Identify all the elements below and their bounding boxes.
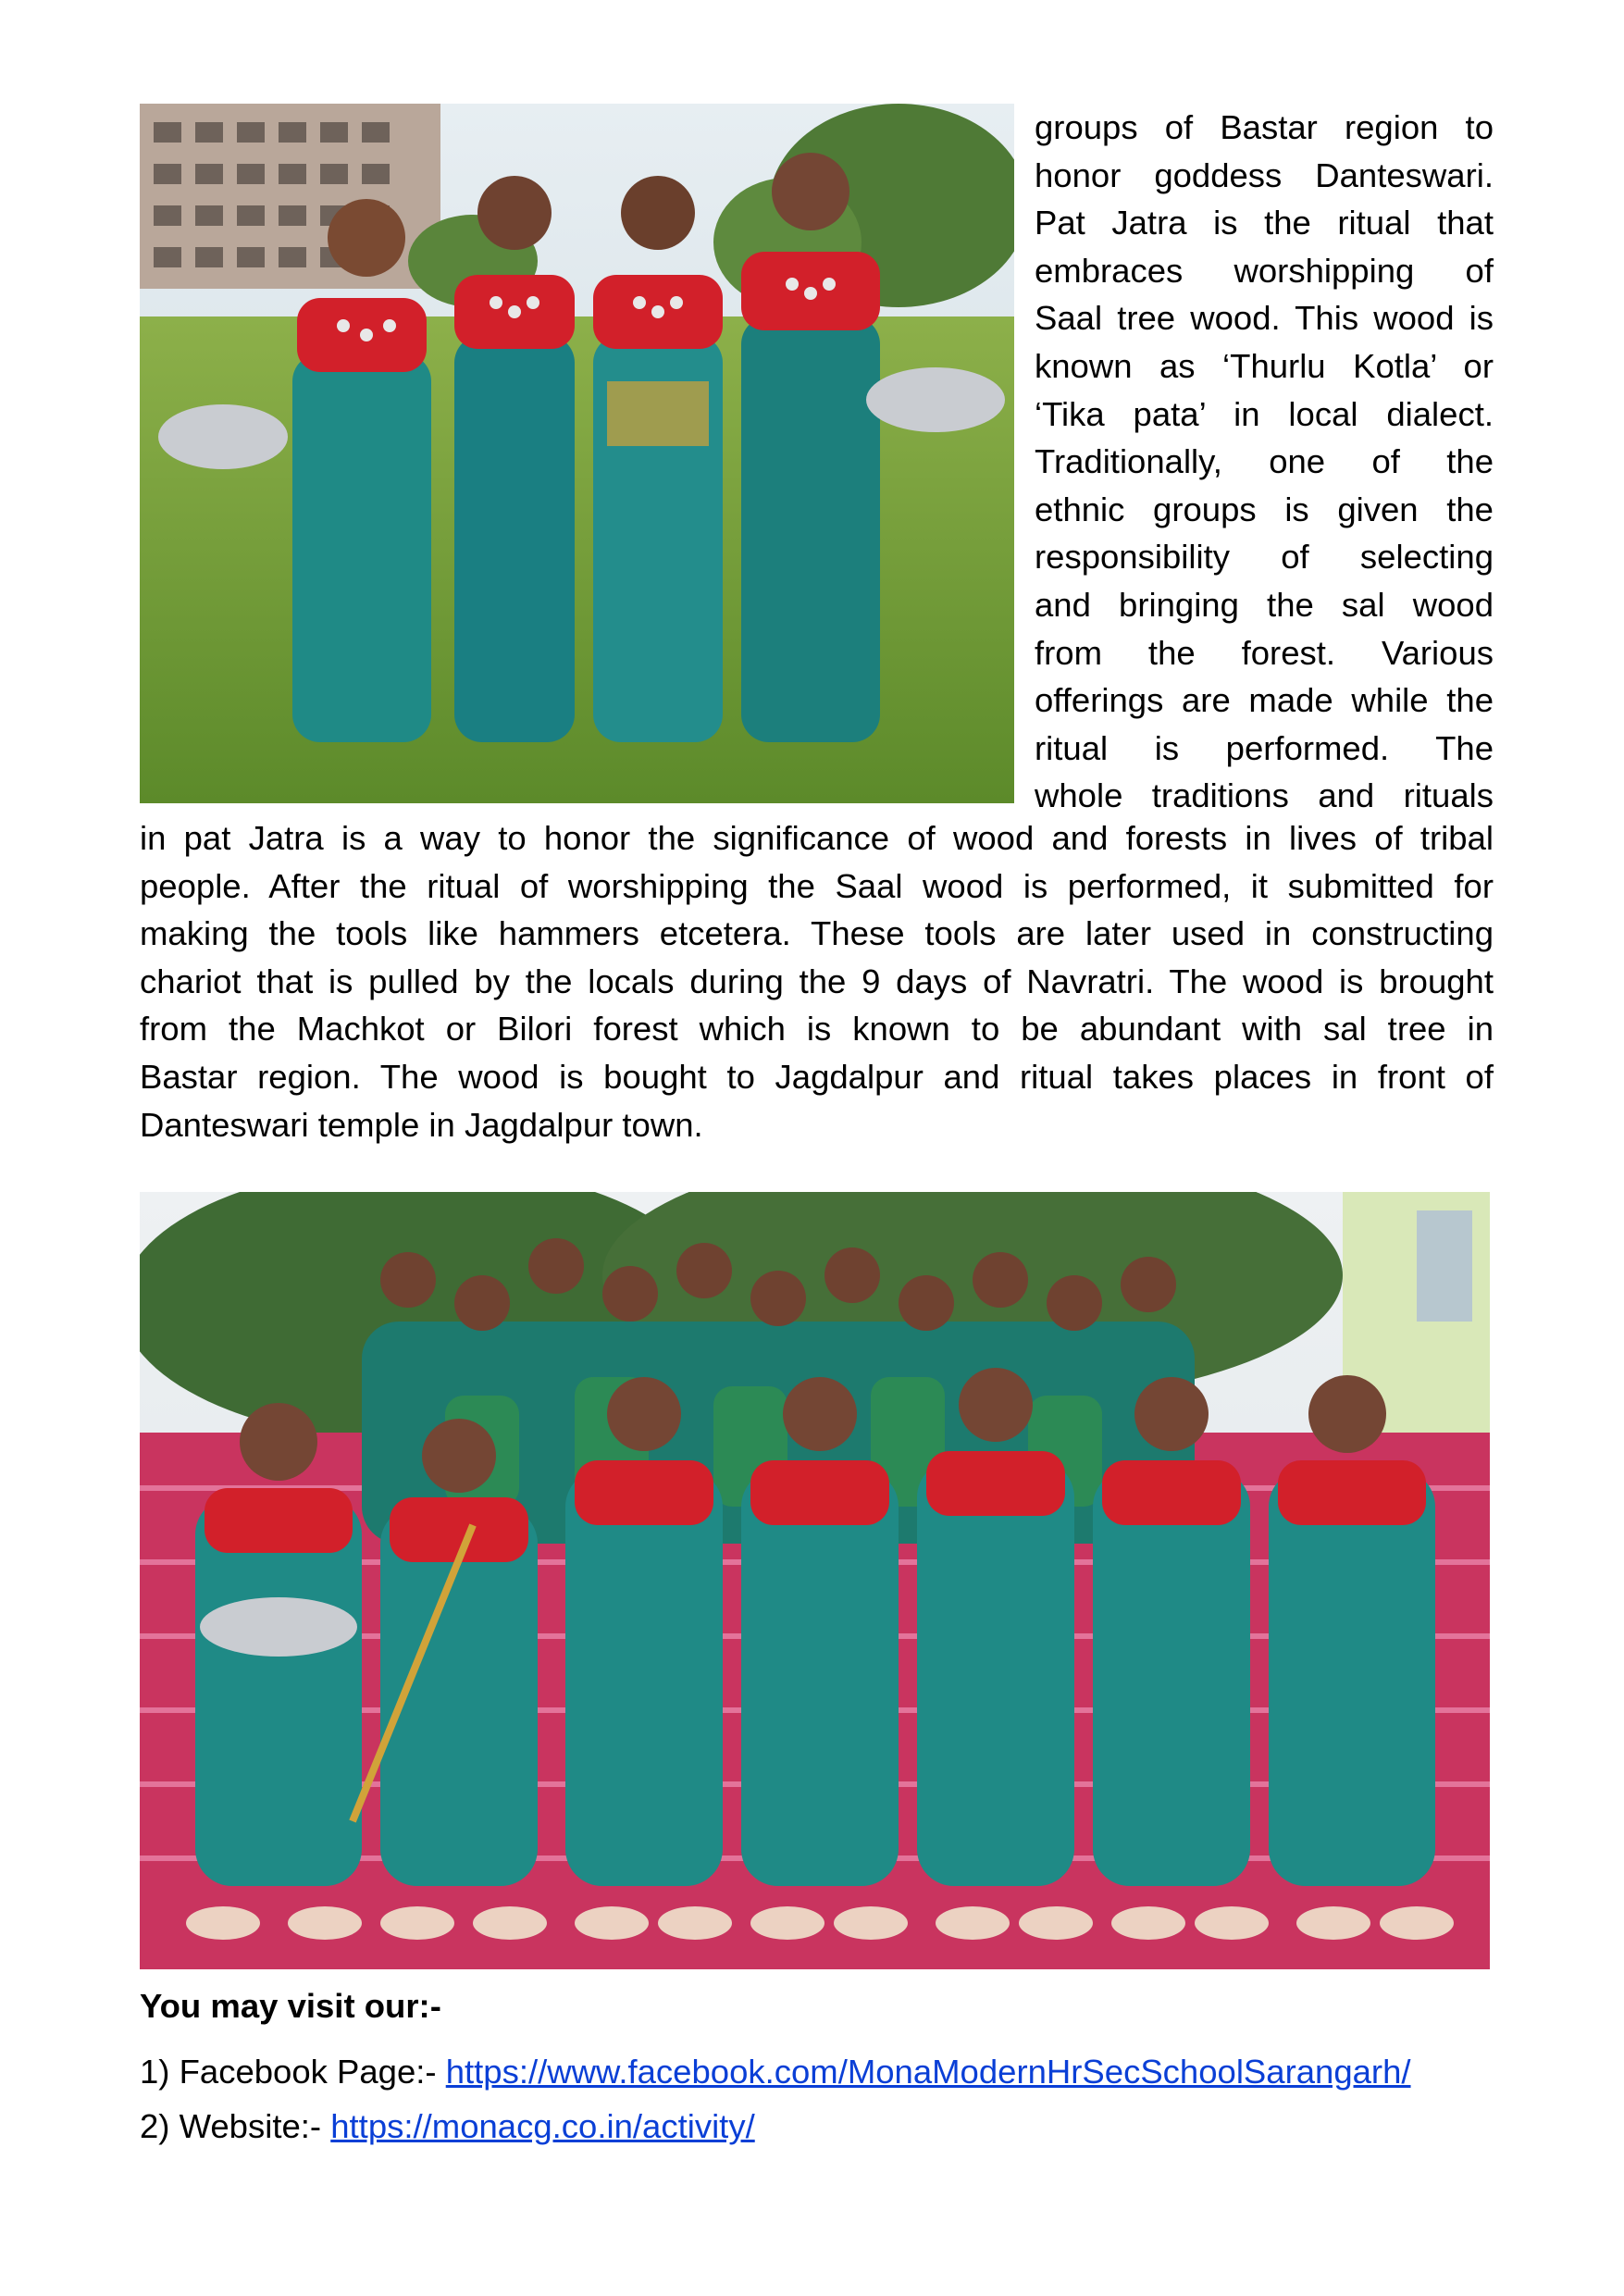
text-line: ‘Tika pata’ in local dialect. <box>1035 394 1494 433</box>
body-paragraph <box>140 814 1494 1148</box>
facebook-link[interactable]: https://www.facebook.com/MonaModernHrSecSchoolSarangarh/ <box>445 2053 1411 2091</box>
text-line: people. After the ritual of worshipping the Saal wood is performed, it submitted for <box>140 866 1494 905</box>
photo-group-on-steps <box>140 1192 1490 1969</box>
text-line: ethnic groups is given the <box>1035 490 1494 528</box>
website-line <box>140 2103 755 2151</box>
text-line: from the Machkot or Bilori forest which is known to be abundant with sal tree in <box>140 1010 1494 1049</box>
photo-four-girls <box>140 104 1014 803</box>
text-line: Saal tree wood. This wood is <box>1035 299 1494 338</box>
website-link[interactable]: https://monacg.co.in/activity/ <box>330 2107 755 2145</box>
text-line: embraces worshipping of <box>1035 251 1494 290</box>
text-line: Bastar region. The wood is bought to Jagdalpur and ritual takes places in front of <box>140 1057 1494 1096</box>
text-line: Traditionally, one of the <box>1035 442 1494 481</box>
text-line: whole traditions and rituals <box>1035 776 1494 815</box>
facebook-line <box>140 2048 1411 2096</box>
text-line: known as ‘Thurlu Kotla’ or <box>1035 346 1494 385</box>
text-line: Danteswari temple in Jagdalpur town. <box>140 1105 703 1144</box>
text-line: ritual is performed. The <box>1035 728 1494 767</box>
text-line: from the forest. Various <box>1035 633 1494 672</box>
visit-heading: You may visit our:- <box>140 1987 441 2025</box>
facebook-label: 1) Facebook Page:- <box>140 2053 446 2091</box>
text-line: Pat Jatra is the ritual that <box>1035 204 1494 242</box>
text-line: groups of Bastar region to <box>1035 108 1494 146</box>
text-line: making the tools like hammers etcetera. These tools are later used in constructing <box>140 914 1494 953</box>
text-line: in pat Jatra is a way to honor the significance of wood and forests in lives of tribal <box>140 819 1494 857</box>
text-line: and bringing the sal wood <box>1035 585 1494 624</box>
text-line: chariot that is pulled by the locals during the 9 days of Navratri. The wood is brought <box>140 962 1494 1000</box>
wrapped-paragraph <box>1035 104 1494 820</box>
text-line: responsibility of selecting <box>1035 538 1494 577</box>
text-line: honor goddess Danteswari. <box>1035 155 1494 194</box>
text-line: offerings are made while the <box>1035 681 1494 720</box>
website-label: 2) Website:- <box>140 2107 331 2145</box>
